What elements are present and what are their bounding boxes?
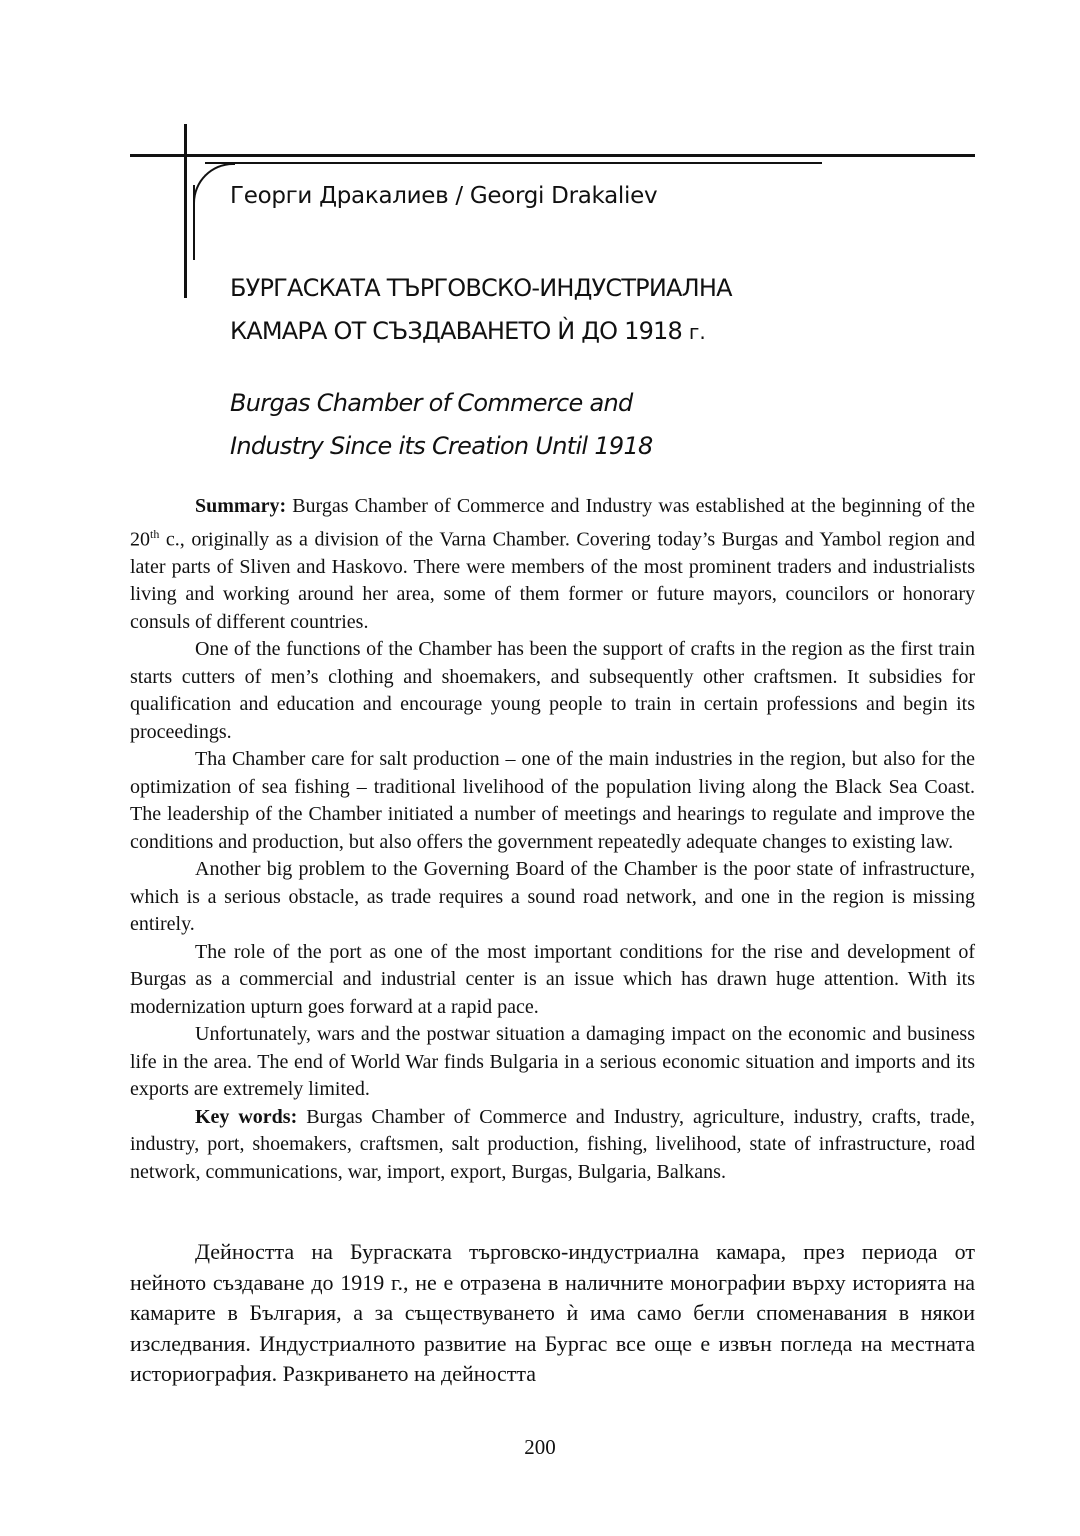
title-en-line-1: Burgas Chamber of Commerce and: [230, 389, 633, 417]
abstract-paragraph: The role of the port as one of the most important conditions for the rise and development of Burgas as a commercial and industrial center is an issue which has drawn huge attention. With its modernization upturn goes forward at a rapid pace.: [130, 940, 975, 1018]
abstract: [130, 493, 975, 1186]
body-text: [130, 1237, 975, 1390]
header-inner-vertical-rule: [193, 185, 195, 260]
title-bg-line-2: КАМАРА ОТ СЪЗДАВАНЕТО Ѝ ДО 1918 г.: [230, 317, 706, 345]
abstract-paragraph: Another big problem to the Governing Board of the Chamber is the poor state of infrastructure, which is a serious obstacle, as trade requires a sound road network, and one in the region is missing entirely.: [130, 858, 975, 936]
keywords-label: Key words:: [195, 1105, 298, 1128]
article-title-english: [230, 382, 653, 468]
page-number: 200: [524, 1435, 556, 1459]
body-paragraph: Дейността на Бургаската търговско-индустриална камара, през периода от нейното създаване до 1919 г., не е отразена в наличните монографии върху историята на камарите в България, а за съществуването ѝ има само бегли споменавания в някои изследвания. Индустриалното развитие на Бургас все още е извън погледа на местната историография. Разкриването на дейността: [130, 1239, 975, 1386]
keywords-paragraph: Key words: Burgas Chamber of Commerce and Industry, agriculture, industry, crafts, trade, industry, port, shoemakers, craftsmen, salt production, fishing, livelihood, state of infrastructure, road network, communications, war, import, export, Burgas, Bulgaria, Balkans.: [130, 1105, 976, 1183]
header-inner-rule: [205, 162, 822, 164]
abstract-summary-paragraph: Summary: Burgas Chamber of Commerce and Industry was established at the beginning of the 20th c., originally as a division of the Varna Chamber. Covering today’s Burgas and Yambol region and later parts of Sliven and Haskovo. There were members of the most prominent traders and industrialists living and working around her area, some of them former or future mayors, councilors or honorary consuls of different countries.: [130, 495, 975, 633]
article-title-bulgarian: [230, 267, 732, 354]
header-corner-arc: [193, 163, 235, 225]
header-vertical-rule: [184, 124, 187, 298]
title-bg-line-1: БУРГАСКАТА ТЪРГОВСКО-ИНДУСТРИАЛНА: [230, 274, 732, 302]
abstract-paragraph: Tha Chamber care for salt production – one of the main industries in the region, but also for the optimization of sea fishing – traditional livelihood of the population living along the Black Sea Coast. The leadership of the Chamber initiated a number of meetings and hearings to regulate and improve the conditions and production, but also offers the government repeatedly adequate changes to existing law.: [130, 748, 975, 853]
title-en-line-2: Industry Since its Creation Until 1918: [230, 432, 653, 460]
summary-label: Summary:: [195, 495, 287, 517]
author-name: Георги Дракалиев / Georgi Drakaliev: [230, 183, 658, 209]
header-horizontal-rule: [130, 154, 975, 157]
title-bg-year-suffix: г.: [688, 320, 706, 344]
abstract-paragraph: Unfortunately, wars and the postwar situation a damaging impact on the economic and business life in the area. The end of World War finds Bulgaria in a serious economic situation and imports and its exports are extremely limited.: [130, 1023, 975, 1101]
abstract-paragraph: One of the functions of the Chamber has been the support of crafts in the region as the first train starts cutters of men’s clothing and shoemakers, and subsequently other craftsmen. It subsidies for qualification and education and encourage young people to train in certain professions and begin its proceedings.: [130, 638, 975, 743]
superscript-th: th: [150, 526, 160, 541]
